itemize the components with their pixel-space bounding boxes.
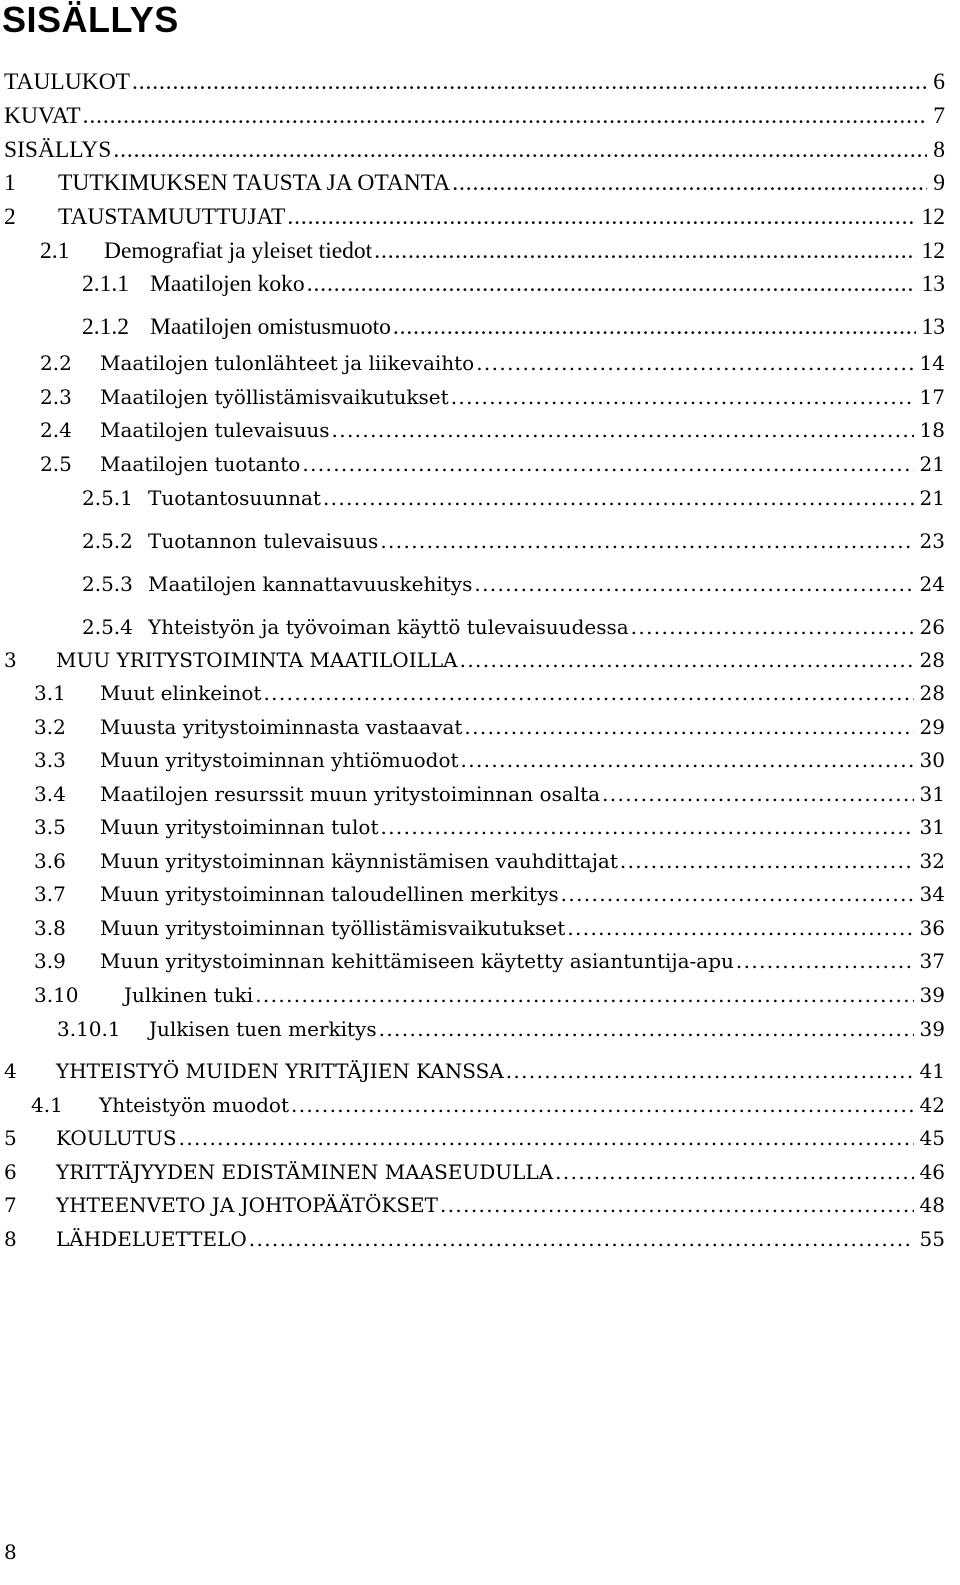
- toc-entry-page: 17: [919, 385, 945, 409]
- toc-entry-number: 3.4: [34, 782, 66, 806]
- toc-entry-title: SISÄLLYS: [4, 137, 112, 163]
- toc-entry-title: Muut elinkeinot: [100, 681, 262, 705]
- toc-entry-3-2[interactable]: [0, 711, 945, 743]
- toc-entry-page: 24: [919, 572, 945, 596]
- toc-entry-number: 4: [4, 1059, 17, 1083]
- dot-leader: [261, 677, 913, 709]
- toc-entry-5[interactable]: [0, 1122, 945, 1154]
- dot-leader: [130, 66, 927, 98]
- toc-entry-number: 3.8: [34, 916, 66, 940]
- dot-leader: [247, 1223, 914, 1255]
- toc-entry-title: YHTEISTYÖ MUIDEN YRITTÄJIEN KANSSA: [56, 1059, 504, 1083]
- toc-entry-number: 3.10.1: [57, 1017, 121, 1041]
- toc-entry-page: 32: [919, 849, 945, 873]
- dot-leader: [553, 1156, 913, 1188]
- toc-entry-3-10-1[interactable]: [0, 1013, 945, 1045]
- toc-entry-title: Julkisen tuen merkitys: [149, 1017, 377, 1041]
- dot-leader: [379, 811, 914, 843]
- toc-entry-page: 21: [919, 486, 945, 510]
- toc-entry-page: 29: [919, 715, 945, 739]
- dot-leader: [559, 878, 914, 910]
- toc-entry-page: 8: [933, 137, 945, 163]
- dot-leader: [600, 778, 913, 810]
- toc-heading: SISÄLLYS: [2, 0, 179, 40]
- toc-entry-number: 1: [4, 170, 16, 196]
- toc-entry-3-10[interactable]: [0, 979, 945, 1011]
- toc-entry-number: 3.7: [34, 882, 66, 906]
- dot-leader: [462, 711, 913, 743]
- toc-entry-3-8[interactable]: [0, 912, 945, 944]
- toc-entry-title: MUU YRITYSTOIMINTA MAATILOILLA: [56, 648, 458, 672]
- toc-entry-page: 13: [921, 314, 945, 340]
- toc-entry-page: 26: [919, 615, 945, 639]
- toc-entry-title: Muusta yritystoiminnasta vastaavat: [100, 715, 463, 739]
- toc-entry-2[interactable]: [0, 201, 945, 233]
- dot-leader: [378, 525, 913, 557]
- dot-leader: [458, 644, 914, 676]
- toc-entry-page: 31: [919, 815, 945, 839]
- toc-entry-page: 23: [919, 529, 945, 553]
- dot-leader: [459, 744, 914, 776]
- toc-entry-number: 3.10: [34, 983, 79, 1007]
- toc-entry-number: 2.5.2: [82, 529, 133, 553]
- dot-leader: [285, 201, 915, 233]
- toc-entry-page: 55: [919, 1227, 945, 1251]
- toc-entry-3-7[interactable]: [0, 878, 945, 910]
- toc-entry-number: 3: [4, 648, 17, 672]
- toc-entry-kuvat[interactable]: [0, 100, 945, 132]
- toc-entry-2-1-2[interactable]: [0, 311, 945, 343]
- dot-leader: [253, 979, 913, 1011]
- toc-entry-page: 14: [919, 351, 945, 375]
- toc-entry-title: Maatilojen kannattavuuskehitys: [148, 572, 473, 596]
- toc-entry-title: Maatilojen koko: [150, 271, 305, 297]
- toc-entry-3-3[interactable]: [0, 744, 945, 776]
- toc-entry-title: Maatilojen tuotanto: [100, 452, 301, 476]
- toc-entry-title: Maatilojen tulonlähteet ja liikevaihto: [100, 351, 475, 375]
- toc-entry-number: 6: [4, 1160, 17, 1184]
- dot-leader: [330, 414, 914, 446]
- toc-entry-number: 2.4: [40, 418, 72, 442]
- toc-entry-2-5-1[interactable]: [0, 482, 945, 514]
- toc-entry-title: YHTEENVETO JA JOHTOPÄÄTÖKSET: [56, 1193, 438, 1217]
- toc-entry-number: 2.1.2: [82, 314, 129, 340]
- toc-entry-number: 4.1: [31, 1093, 63, 1117]
- toc-entry-2-1-1[interactable]: [0, 268, 945, 300]
- dot-leader: [391, 311, 916, 343]
- dot-leader: [449, 381, 914, 413]
- toc-entry-page: 39: [919, 1017, 945, 1041]
- toc-entry-2-1[interactable]: [0, 235, 945, 267]
- toc-entry-page: 39: [919, 983, 945, 1007]
- toc-entry-1[interactable]: [0, 167, 945, 199]
- toc-entry-title: LÄHDELUETTELO: [56, 1227, 247, 1251]
- toc-entry-2-5-3[interactable]: [0, 568, 945, 600]
- toc-entry-2-5[interactable]: [0, 448, 945, 480]
- toc-entry-title: Muun yritystoiminnan taloudellinen merkitys: [100, 882, 559, 906]
- toc-entry-2-3[interactable]: [0, 381, 945, 413]
- toc-entry-page: 34: [919, 882, 945, 906]
- toc-entry-number: 2.2: [40, 351, 72, 375]
- toc-entry-title: KOULUTUS: [56, 1126, 177, 1150]
- dot-leader: [504, 1055, 914, 1087]
- toc-entry-page: 31: [919, 782, 945, 806]
- toc-entry-number: 2.5.3: [82, 572, 133, 596]
- toc-entry-page: 21: [919, 452, 945, 476]
- toc-entry-page: 48: [919, 1193, 945, 1217]
- dot-leader: [450, 167, 927, 199]
- toc-entry-number: 2.1.1: [82, 271, 129, 297]
- toc-entry-page: 28: [919, 681, 945, 705]
- dot-leader: [565, 912, 913, 944]
- dot-leader: [474, 347, 913, 379]
- toc-entry-2-5-2[interactable]: [0, 525, 945, 557]
- toc-entry-page: 9: [933, 170, 945, 196]
- toc-entry-2-4[interactable]: [0, 414, 945, 446]
- dot-leader: [734, 945, 914, 977]
- toc-entry-3-9[interactable]: [0, 945, 945, 977]
- toc-entry-title: KUVAT: [4, 103, 81, 129]
- toc-entry-page: 7: [933, 103, 945, 129]
- toc-entry-3-6[interactable]: [0, 845, 945, 877]
- toc-entry-title: Yhteistyön muodot: [99, 1093, 289, 1117]
- toc-entry-title: Tuotantosuunnat: [148, 486, 321, 510]
- toc-entry-number: 2.3: [40, 385, 72, 409]
- toc-entry-2-5-4[interactable]: [0, 611, 945, 643]
- dot-leader: [111, 134, 927, 166]
- dot-leader: [438, 1189, 914, 1221]
- dot-leader: [472, 568, 913, 600]
- toc-entry-number: 2.1: [40, 238, 70, 264]
- toc-entry-page: 12: [921, 238, 945, 264]
- toc-entry-title: Muun yritystoiminnan käynnistämisen vauhdittajat: [100, 849, 618, 873]
- toc-entry-7[interactable]: [0, 1189, 945, 1221]
- toc-entry-sisallys[interactable]: [0, 134, 945, 166]
- dot-leader: [321, 482, 914, 514]
- toc-entry-page: 36: [919, 916, 945, 940]
- dot-leader: [289, 1089, 914, 1121]
- toc-entry-4-1[interactable]: [0, 1089, 945, 1121]
- toc-entry-page: 18: [919, 418, 945, 442]
- toc-entry-number: 2.5: [40, 452, 72, 476]
- toc-entry-3-5[interactable]: [0, 811, 945, 843]
- toc-entry-3-1[interactable]: [0, 677, 945, 709]
- toc-entry-number: 2.5.1: [82, 486, 133, 510]
- toc-entry-number: 3.9: [34, 949, 66, 973]
- toc-entry-page: 12: [921, 204, 945, 230]
- toc-entry-taulukot[interactable]: [0, 66, 945, 98]
- toc-entry-4[interactable]: [0, 1055, 945, 1087]
- toc-entry-title: Yhteistyön ja työvoiman käyttö tulevaisuudessa: [148, 615, 629, 639]
- toc-entry-number: 3.3: [34, 748, 66, 772]
- dot-leader: [177, 1122, 914, 1154]
- toc-entry-title: TAULUKOT: [4, 69, 131, 95]
- toc-entry-page: 6: [933, 69, 945, 95]
- toc-entry-number: 2.5.4: [82, 615, 133, 639]
- footer-page-number: 8: [4, 1540, 17, 1564]
- toc-entry-3-4[interactable]: [0, 778, 945, 810]
- toc-entry-6[interactable]: [0, 1156, 945, 1188]
- toc-entry-title: Maatilojen omistusmuoto: [150, 314, 391, 340]
- dot-leader: [372, 235, 915, 267]
- toc-entry-title: TAUSTAMUUTTUJAT: [58, 204, 286, 230]
- toc-entry-8[interactable]: [0, 1223, 945, 1255]
- toc-entry-number: 3.6: [34, 849, 66, 873]
- toc-entry-page: 28: [919, 648, 945, 672]
- toc-entry-page: 46: [919, 1160, 945, 1184]
- toc-entry-title: Muun yritystoiminnan yhtiömuodot: [100, 748, 459, 772]
- toc-entry-page: 30: [919, 748, 945, 772]
- toc-entry-title: Maatilojen tulevaisuus: [100, 418, 330, 442]
- toc-entry-title: TUTKIMUKSEN TAUSTA JA OTANTA: [58, 170, 451, 196]
- toc-entry-page: 41: [919, 1059, 945, 1083]
- toc-entry-title: Tuotannon tulevaisuus: [148, 529, 379, 553]
- toc-entry-title: Muun yritystoiminnan tulot: [100, 815, 379, 839]
- dot-leader: [305, 268, 916, 300]
- toc-entry-3[interactable]: [0, 644, 945, 676]
- toc-entry-number: 8: [4, 1227, 17, 1251]
- toc-entry-title: Maatilojen työllistämisvaikutukset: [100, 385, 449, 409]
- toc-entry-title: Maatilojen resurssit muun yritystoiminnan osalta: [100, 782, 601, 806]
- dot-leader: [377, 1013, 914, 1045]
- dot-leader: [300, 448, 913, 480]
- toc-entry-number: 5: [4, 1126, 17, 1150]
- toc-entry-page: 42: [919, 1093, 945, 1117]
- dot-leader: [629, 611, 914, 643]
- dot-leader: [618, 845, 914, 877]
- toc-entry-number: 7: [4, 1193, 17, 1217]
- toc-entry-number: 3.2: [34, 715, 66, 739]
- toc-entry-number: 3.5: [34, 815, 66, 839]
- toc-entry-title: Demografiat ja yleiset tiedot: [104, 238, 373, 264]
- toc-entry-title: YRITTÄJYYDEN EDISTÄMINEN MAASEUDULLA: [56, 1160, 554, 1184]
- toc-entry-2-2[interactable]: [0, 347, 945, 379]
- toc-entry-title: Muun yritystoiminnan työllistämisvaikutukset: [100, 916, 566, 940]
- toc-entry-number: 3.1: [34, 681, 66, 705]
- dot-leader: [81, 100, 928, 132]
- toc-entry-page: 37: [919, 949, 945, 973]
- toc-entry-number: 2: [4, 204, 16, 230]
- toc-entry-title: Julkinen tuki: [124, 983, 254, 1007]
- toc-entry-title: Muun yritystoiminnan kehittämiseen käytetty asiantuntija-apu: [100, 949, 734, 973]
- toc-entry-page: 13: [921, 271, 945, 297]
- toc-entry-page: 45: [919, 1126, 945, 1150]
